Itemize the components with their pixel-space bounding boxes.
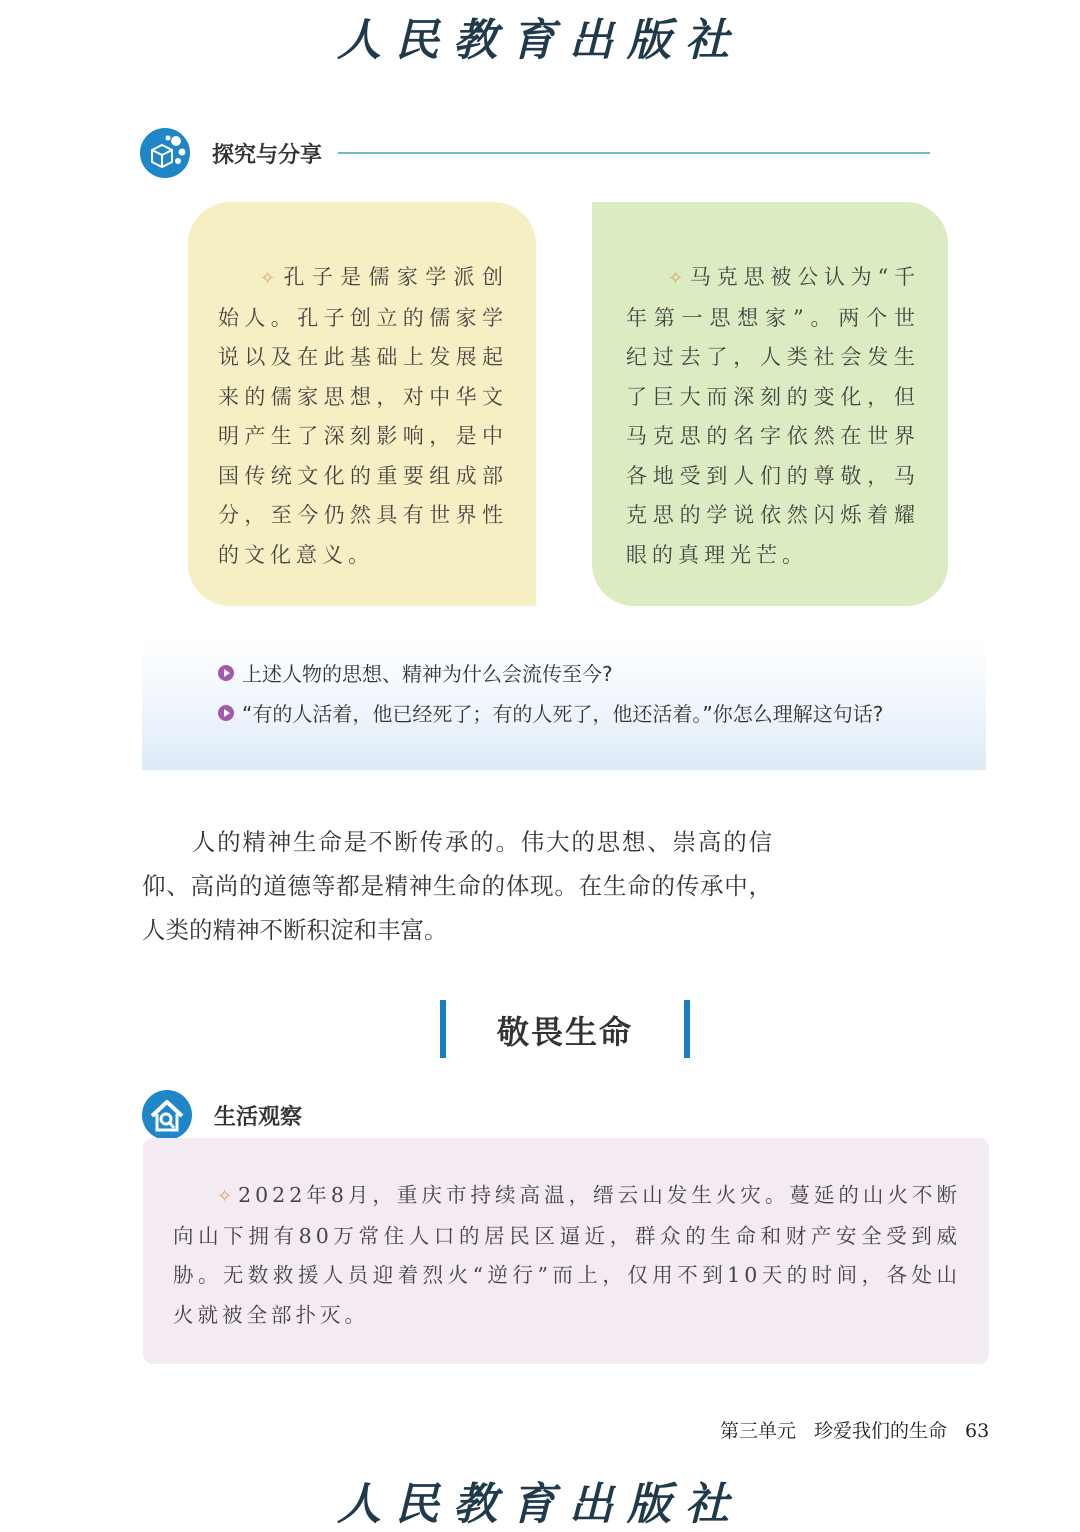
question-text: 上述人物的思想、精神为什么会流传至今? (242, 662, 613, 686)
page-number: 63 (965, 1420, 990, 1442)
discussion-questions (142, 640, 986, 770)
diamond-star-icon: ✧ (668, 268, 684, 289)
life-observation-title: 生活观察 (214, 1104, 303, 1130)
title-bar-left (440, 1000, 446, 1058)
play-bullet-icon (218, 705, 234, 721)
chapter-title-text: 敬畏生命 (496, 1013, 633, 1051)
question-text: “有的人活着，他已经死了；有的人死了，他还活着。”你怎么理解这句话? (242, 702, 884, 726)
explore-section-title: 探究与分享 (212, 142, 323, 168)
observation-text: 2022年8月，重庆市持续高温，缙云山发生火灾。蔓延的山火不断向山下拥有80万常住人口的居民区逼近，群众的生命和财产安全受到威胁。无数救援人员迎着烈火“逆行”而上，仅用不到10天的时间，各处山火就被全部扑灭。 (173, 1183, 961, 1327)
publisher-watermark-bottom: 人民教育出版社 (337, 1479, 743, 1530)
life-observation-header (142, 1090, 302, 1140)
marx-text: 马克思被公认为“千年第一思想家”。两个世纪过去了，人类社会发生了巨大而深刻的变化，但马克思的名字依然在世界各地受到人们的尊敬，马克思的学说依然闪烁着耀眼的真理光芒。 (626, 265, 920, 567)
house-magnifier-icon (142, 1090, 192, 1140)
explore-section-header (140, 128, 930, 178)
diamond-star-icon: ✧ (217, 1186, 233, 1207)
publisher-watermark-top: 人民教育出版社 (337, 15, 743, 66)
chapter-title (440, 1000, 690, 1060)
diamond-star-icon: ✧ (260, 268, 276, 289)
body-paragraph-text: 人的精神生命是不断传承的。伟大的思想、崇高的信仰、高尚的道德等都是精神生命的体现。在生命的传承中，人类的精神不断积淀和丰富。 (142, 828, 772, 944)
footer-unit-title: 珍爱我们的生命 (814, 1420, 948, 1442)
title-bar-right (684, 1000, 690, 1058)
body-paragraph (142, 820, 772, 952)
page-footer (720, 1416, 989, 1443)
life-observation-box (143, 1138, 989, 1364)
confucius-text: 孔子是儒家学派创始人。孔子创立的儒家学说以及在此基础上发展起来的儒家思想，对中华文明产生了深刻影响，是中国传统文化的重要组成部分，至今仍然具有世界性的文化意义。 (218, 265, 508, 567)
divider-line (338, 152, 930, 154)
footer-unit: 第三单元 (720, 1420, 797, 1442)
cube-bubbles-icon (140, 128, 190, 178)
question-item (218, 698, 883, 727)
question-item (218, 658, 613, 687)
marx-card (592, 202, 948, 606)
play-bullet-icon (218, 665, 234, 681)
confucius-card (188, 202, 536, 606)
